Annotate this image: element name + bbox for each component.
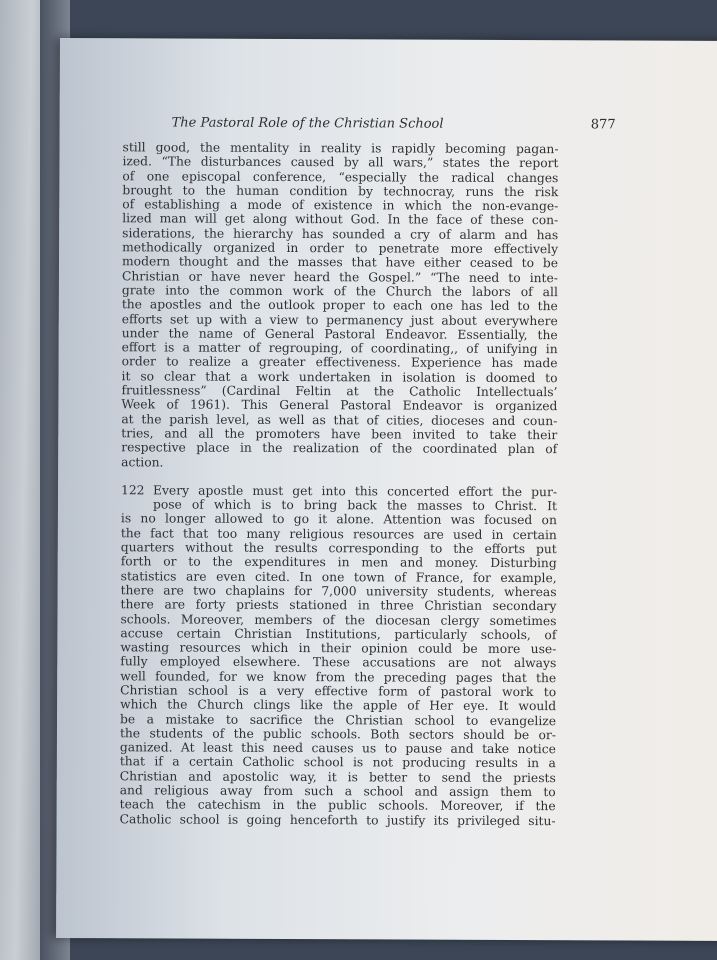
running-header bbox=[172, 115, 616, 135]
text-line: fruitlessness” (Cardinal Feltin at the Catholic Intellectuals’ bbox=[121, 383, 558, 400]
text-line: of establishing a mode of existence in which the non-evange- bbox=[122, 197, 559, 214]
text-line: there are forty priests stationed in three Christian secondary bbox=[120, 597, 557, 614]
text-line: there are two chaplains for 7,000 university students, whereas bbox=[120, 583, 557, 600]
text-line: is no longer allowed to go it alone. Attention was focused on bbox=[120, 511, 557, 528]
text-line: at the parish level, as well as that of cities, dioceses and coun- bbox=[121, 411, 558, 428]
text-line: the fact that too many religious resources are used in certain bbox=[120, 525, 557, 542]
text-line: Week of 1961). This General Pastoral Endeavor is organized bbox=[121, 397, 558, 414]
text-line: respective place in the realization of the coordinated plan of bbox=[121, 440, 558, 457]
text-line: it so clear that a work undertaken in isolation is doomed to bbox=[121, 369, 558, 385]
text-line: ganized. At least this need causes us to pause and take notice bbox=[119, 740, 556, 757]
running-title: The Pastoral Role of the Christian School bbox=[171, 115, 444, 132]
text-line: brought to the human condition by technocray, runs the risk bbox=[122, 183, 559, 200]
text-line: ized. “The disturbances caused by all wars,” states the report bbox=[122, 154, 559, 171]
text-column bbox=[120, 140, 559, 828]
text-line: under the name of General Pastoral Endeavor. Essentially, the bbox=[121, 326, 558, 343]
text-line: Christian school is a very effective form of pastoral work to bbox=[120, 683, 557, 700]
text-line: lized man will get along without God. In the face of these con- bbox=[122, 211, 559, 228]
text-line: wasting resources which in their opinion could be more use- bbox=[120, 640, 557, 657]
text-line: Every apostle must get into this concerted effort the pur- bbox=[152, 483, 558, 500]
paragraph-1 bbox=[121, 140, 558, 471]
text-line: the students of the public schools. Both sectors should be or- bbox=[119, 726, 556, 743]
text-line: that if a certain Catholic school is not producing results in a bbox=[119, 754, 556, 771]
page-number: 877 bbox=[590, 117, 616, 133]
text-line: modern thought and the masses that have either ceased to be bbox=[121, 254, 559, 271]
text-line: tries, and all the promoters have been invited to take their bbox=[121, 426, 558, 443]
text-line: still good, the mentality in reality is rapidly becoming pagan- bbox=[122, 140, 559, 157]
text-line: quarters without the results corresponding to the efforts put bbox=[120, 540, 557, 557]
text-line: fully employed elsewhere. These accusations are not always bbox=[120, 654, 557, 671]
text-line: siderations, the hierarchy has sounded a cry of alarm and has bbox=[122, 226, 559, 242]
text-line: which the Church clings like the apple of Her eye. It would bbox=[120, 697, 557, 714]
text-line: teach the catechism in the public schools. Moreover, if the bbox=[119, 797, 556, 814]
text-line: action. bbox=[121, 454, 164, 469]
text-line: be a mistake to sacrifice the Christian school to evangelize bbox=[119, 711, 557, 728]
text-line: pose of which is to bring back the masses to Christ. It bbox=[152, 497, 557, 514]
text-line: grate into the common work of the Church the labors of all bbox=[121, 283, 558, 300]
text-line: methodically organized in order to penetrate more effectively bbox=[122, 240, 559, 257]
text-line: effort is a matter of regrouping, of coordinating,, of unifying in bbox=[121, 340, 558, 357]
text-line: well founded, for we know from the preceding pages that the bbox=[120, 668, 557, 685]
text-line: efforts set up with a view to permanency just about everywhere bbox=[121, 311, 558, 328]
text-line: and religious away from such a school and assign them to bbox=[119, 783, 556, 800]
paragraph-number: 122 bbox=[120, 483, 145, 498]
paragraph-2 bbox=[120, 483, 557, 828]
text-line: forth or to the expenditures in men and money. Disturbing bbox=[120, 554, 557, 571]
text-line: statistics are even cited. In one town of France, for example, bbox=[120, 568, 557, 585]
book-page bbox=[56, 38, 717, 941]
text-line: the apostles and the outlook proper to each one has led to the bbox=[121, 297, 558, 314]
text-line: accuse certain Christian Institutions, particularly schools, of bbox=[120, 626, 557, 642]
text-line: Catholic school is going henceforth to justify its privileged situ- bbox=[119, 811, 556, 828]
text-line: of one episcopal conference, “especially the radical changes bbox=[122, 168, 559, 185]
text-line: schools. Moreover, members of the diocesan clergy sometimes bbox=[120, 611, 557, 628]
text-line: order to realize a greater effectiveness. Experience has made bbox=[121, 354, 558, 371]
text-line: Christian or have never heard the Gospel.” “The need to inte- bbox=[121, 268, 558, 285]
text-line: Christian and apostolic way, it is better to send the priests bbox=[119, 769, 556, 785]
